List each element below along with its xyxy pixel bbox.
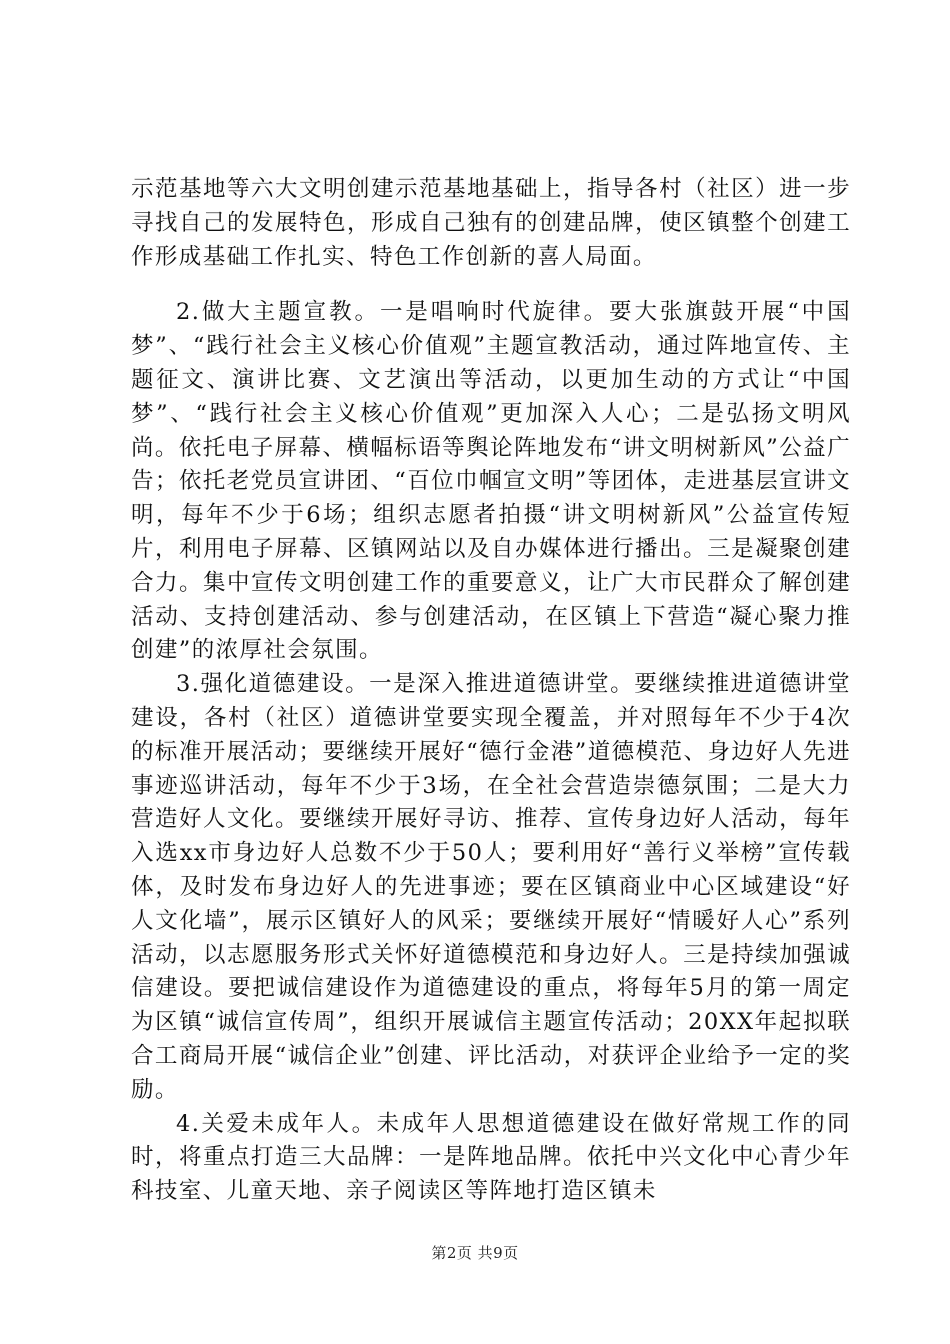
- body-text: [131, 173, 851, 1209]
- page-number-footer: 第2页 共9页: [431, 1244, 519, 1262]
- paragraph-2-theme-education: 2.做大主题宣教。一是唱响时代旋律。要大张旗鼓开展“中国梦”、“践行社会主义核心价值观”主题宣教活动，通过阵地宣传、主题征文、演讲比赛、文艺演出等活动，以更加生动的方式让“中国梦”、“践行社会主义核心价值观”更加深入人心；二是弘扬文明风尚。依托电子屏幕、横幅标语等舆论阵地发布“讲文明树新风”公益广告；依托老党员宣讲团、“百位巾帼宣文明”等团体，走进基层宣讲文明，每年不少于6场；组织志愿者拍摄“讲文明树新风”公益宣传短片，利用电子屏幕、区镇网站以及自办媒体进行播出。三是凝聚创建合力。集中宣传文明创建工作的重要意义，让广大市民群众了解创建活动、支持创建活动、参与创建活动，在区镇上下营造“凝心聚力推创建”的浓厚社会氛围。: [131, 299, 851, 664]
- paragraph-4-care-for-minors: 4.关爱未成年人。未成年人思想道德建设在做好常规工作的同时，将重点打造三大品牌：一是阵地品牌。依托中兴文化中心青少年科技室、儿童天地、亲子阅读区等阵地打造区镇未: [131, 1110, 851, 1205]
- paragraph-continuation: 示范基地等六大文明创建示范基地基础上，指导各村（社区）进一步寻找自己的发展特色，形成自己独有的创建品牌，使区镇整个创建工作形成基础工作扎实、特色工作创新的喜人局面。: [131, 176, 851, 270]
- paragraph-3-moral-construction: 3.强化道德建设。一是深入推进道德讲堂。要继续推进道德讲堂建设，各村（社区）道德讲堂要实现全覆盖，并对照每年不少于4次的标准开展活动；要继续开展好“德行金港”道德模范、身边好人先进事迹巡讲活动，每年不少于3场，在全社会营造崇德氛围；二是大力营造好人文化。要继续开展好寻访、推荐、宣传身边好人活动，每年入选xx市身边好人总数不少于50人；要利用好“善行义举榜”宣传载体，及时发布身边好人的先进事迹；要在区镇商业中心区域建设“好人文化墙”，展示区镇好人的风采；要继续开展好“情暖好人心”系列活动，以志愿服务形式关怀好道德模范和身边好人。三是持续加强诚信建设。要把诚信建设作为道德建设的重点，将每年5月的第一周定为区镇“诚信宣传周”，组织开展诚信主题宣传活动；20XX年起拟联合工商局开展“诚信企业”创建、评比活动，对获评企业给予一定的奖励。: [131, 671, 851, 1103]
